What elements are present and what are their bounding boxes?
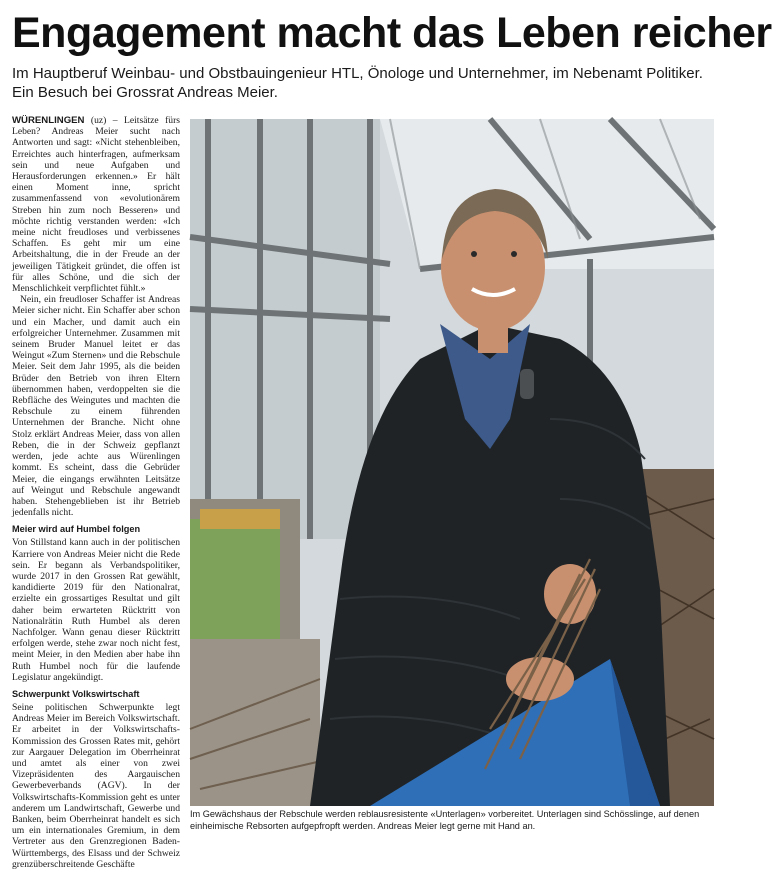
caption-line-1: Im Gewächshaus der Rebschule werden reblausresistente «Unterlagen» vorbereitet. Unterlagen sind Schösslinge, auf denen bbox=[190, 809, 700, 819]
paragraph-1-text: (uz) – Leitsätze fürs Leben? Andreas Meier sucht nach Antworten und sagt: «Nicht stehenbleiben, Erreichtes auch hinterfragen, aufmerksam sein und neue Aufgaben und Herausforderungen erkennen.» Er hält einen Moment inne, spricht zusammenfassend von «evolutionärem Streben hin zum noch Besseren» und möchte richtig verstanden werden: «Ich meine nicht freudloses und verbissenes Schaffen. Es geht mir um eine Arbeitshaltung, die in der Freude an der jeweiligen Tätigkeit gründet, die offen ist für alles Schöne, und die sich der Menschlichkeit verpflichtet fühlt.» bbox=[12, 115, 180, 295]
article-lead bbox=[12, 64, 718, 102]
article-headline: Engagement macht das Leben reicher bbox=[12, 9, 772, 57]
body-paragraph-2: Nein, ein freudloser Schaffer ist Andreas Meier sicher nicht. Ein Schaffer aber schon und ein Macher, und damit auch ein erfolgreicher Unternehmer. Zusammen mit seinem Bruder Manuel leitet er das Weingut «Zum Sternen» und die Rebschule Meier. Seit dem Jahr 1995, als die beiden Brüder den Betrieb von ihren Eltern übernommen haben, verdoppelten sie die Rebfläche des Weingutes und machten die Rebschule zu einem führenden Unternehmen der Branche. Nicht ohne Stolz erklärt Andreas Meier, dass von allen Reben, die in der Schweiz gepflanzt werden, jede achte aus Würenlingen kommt. Es scheint, dass die Gebrüder Meier, die eingangs erwähnten Leitsätze auf Weingut und Rebschule angewandt haben. Stehengeblieben ist ihr Betrieb jedenfalls nicht. bbox=[12, 294, 180, 519]
lead-line-1: Im Hauptberuf Weinbau- und Obstbauingenieur HTL, Önologe und Unternehmer, im Nebenamt Politiker. bbox=[12, 65, 703, 82]
subhead-humbel: Meier wird auf Humbel folgen bbox=[12, 524, 141, 535]
article-body-column bbox=[12, 115, 180, 870]
body-paragraph-3: Von Stillstand kann auch in der politischen Karriere von Andreas Meier nicht die Rede sein. Er begann als Verbandspolitiker, wurde 2017 in den Grossen Rat gewählt, kandidierte 2019 für den Nationalrat, erzielte ein grossartiges Resultat und gilt daher beim erwarteten Rücktritt von Nationalrätin Ruth Humbel als deren Nachfolger. Wann genau dieser Rücktritt erfolgen werde, stehe zwar noch nicht fest, meint Meier, in den Medien aber habe ihn Ruth Humbel noch für die laufende Legislatur angekündigt. bbox=[12, 537, 180, 683]
greenhouse-portrait-photo bbox=[190, 119, 714, 806]
lead-line-2: Ein Besuch bei Grossrat Andreas Meier. bbox=[12, 84, 278, 101]
dateline: WÜRENLINGEN bbox=[12, 115, 85, 126]
body-paragraph-4: Seine politischen Schwerpunkte legt Andreas Meier im Bereich Volkswirtschaft. Er arbeitet in der Volkswirtschafts-Kommission des Grossen Rates mit, gehört zur Aargauer Delegation im Oberrheinrat und amtet als einer von zwei Vizepräsidenten des Aargauischen Gewerbeverbands (AGV). In der Volkswirtschafts-Kommission geht es unter anderem um Landwirtschaft, Gewerbe und Banken, beim Oberrheinrat handelt es sich um ein internationales Gremium, in dem Vertreter aus den Grenzregionen Baden-Württembergs, des Elsass und der Schweiz grenzüberschreitende Geschäfte bbox=[12, 701, 180, 870]
caption-line-2: einheimische Rebsorten aufgepfropft werden. Andreas Meier legt gerne mit Hand an. bbox=[190, 821, 536, 831]
body-paragraph-1 bbox=[12, 115, 180, 294]
subhead-volkswirtschaft: Schwerpunkt Volkswirtschaft bbox=[12, 688, 140, 699]
photo-caption bbox=[190, 808, 718, 832]
article-photo bbox=[190, 119, 714, 806]
